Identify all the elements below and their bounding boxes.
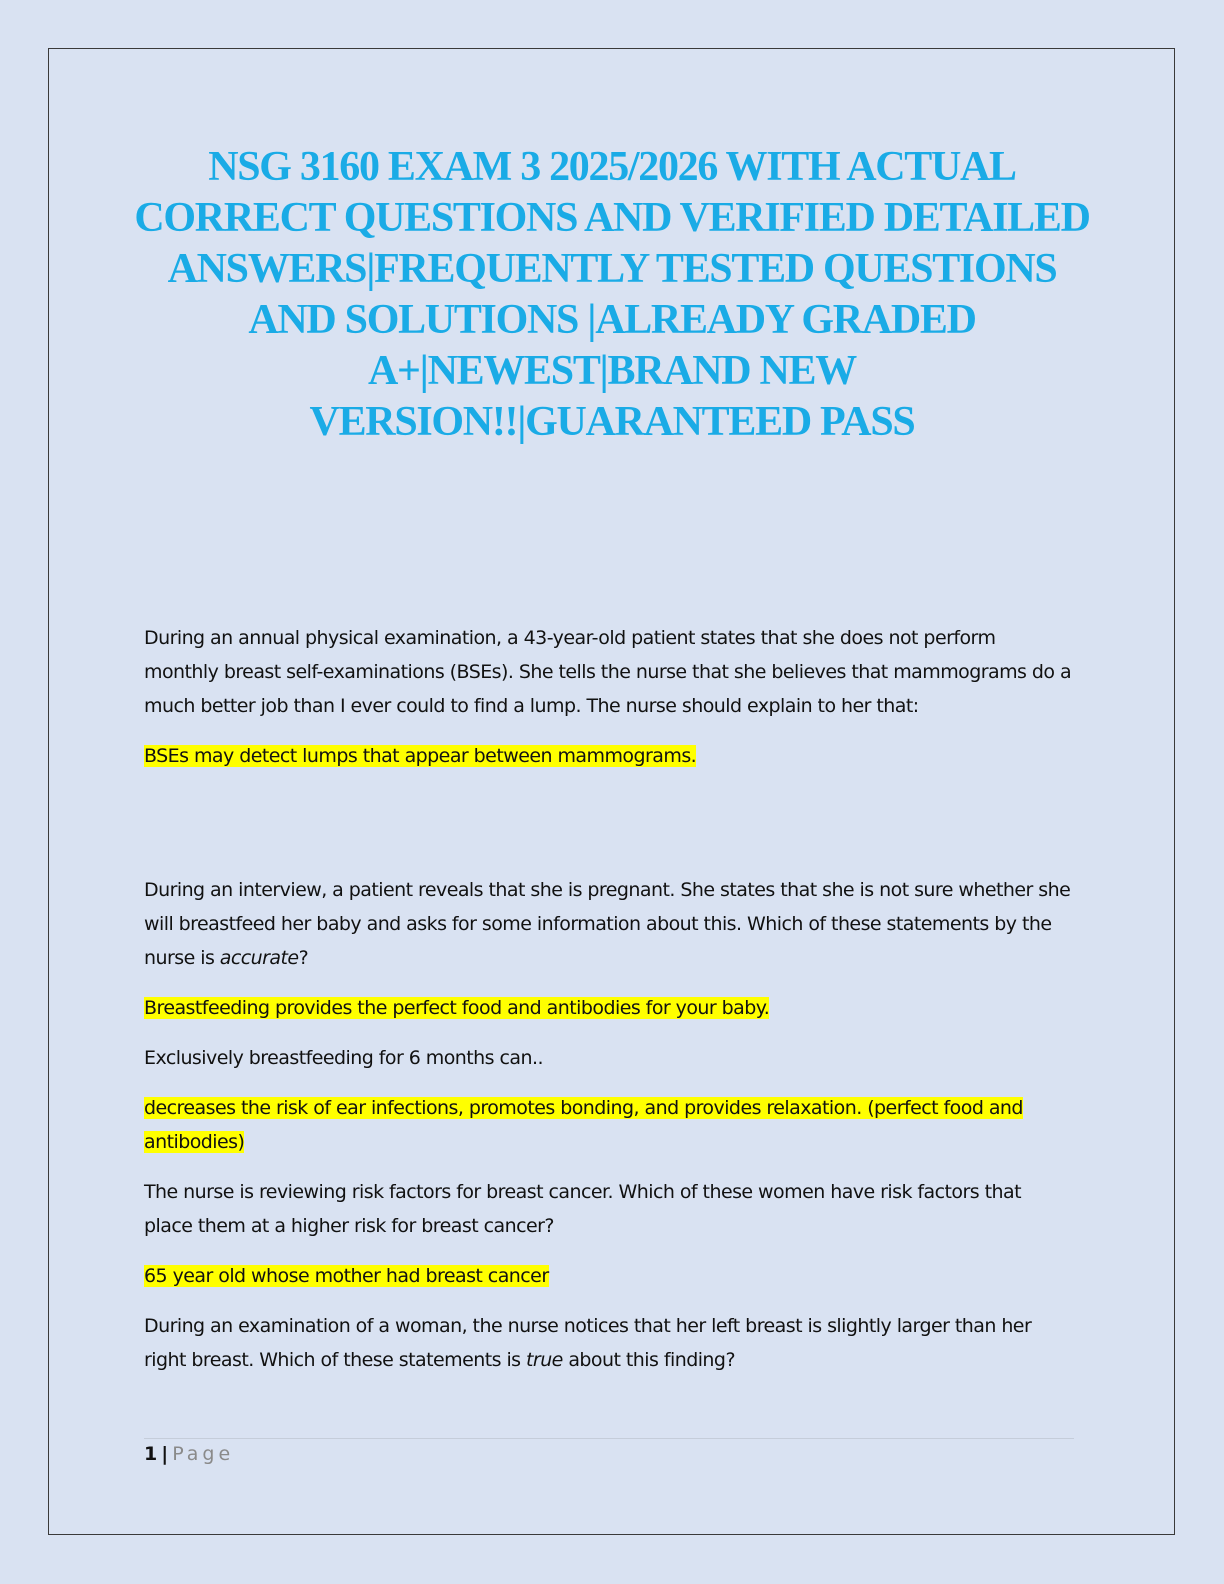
answer-highlight: 65 year old whose mother had breast cancer — [144, 1265, 549, 1287]
document-body — [144, 621, 1074, 1377]
question-5: During an examination of a woman, the nurse notices that her left breast is slightly larger than her right breast. Which of these statements is true about this finding? — [144, 1315, 1032, 1371]
answer-highlight: BSEs may detect lumps that appear between mammograms. — [144, 745, 697, 767]
answer-highlight: decreases the risk of ear infections, promotes bonding, and provides relaxation. (perfect food and antibodies) — [144, 1097, 1023, 1153]
question-3: Exclusively breastfeeding for 6 months can.. — [144, 1047, 543, 1069]
answer-1 — [144, 739, 1074, 773]
footer-divider — [144, 1438, 1074, 1439]
page-number: 1 — [144, 1443, 158, 1465]
page-label: Page — [172, 1443, 235, 1465]
answer-2 — [144, 991, 1074, 1025]
answer-highlight: Breastfeeding provides the perfect food and antibodies for your baby. — [144, 997, 770, 1019]
answer-3 — [144, 1091, 1074, 1159]
footer-separator: | — [161, 1443, 169, 1465]
question-2: During an interview, a patient reveals that she is pregnant. She states that she is not sure whether she will breastfeed her baby and asks for some information about this. Which of these statements by the nurse is accurate? — [144, 879, 1071, 969]
page-footer — [144, 1440, 234, 1468]
question-emphasis: accurate — [219, 947, 299, 969]
question-1: During an annual physical examination, a 43-year-old patient states that she does not perform monthly breast self-examinations (BSEs). She tells the nurse that she believes that mammograms do a much better job than I ever could to find a lump. The nurse should explain to her that: — [144, 627, 1072, 717]
document-title: NSG 3160 EXAM 3 2025/2026 WITH ACTUAL CORRECT QUESTIONS AND VERIFIED DETAILED ANSWERS|FREQUENTLY TESTED QUESTIONS AND SOLUTIONS |ALREADY GRADED A+|NEWEST|BRAND NEW VERSION!!|GUARANTEED PASS — [134, 144, 1090, 445]
answer-4 — [144, 1259, 1074, 1293]
question-emphasis: true — [526, 1349, 563, 1371]
question-4: The nurse is reviewing risk factors for breast cancer. Which of these women have risk factors that place them at a higher risk for breast cancer? — [144, 1181, 1021, 1237]
